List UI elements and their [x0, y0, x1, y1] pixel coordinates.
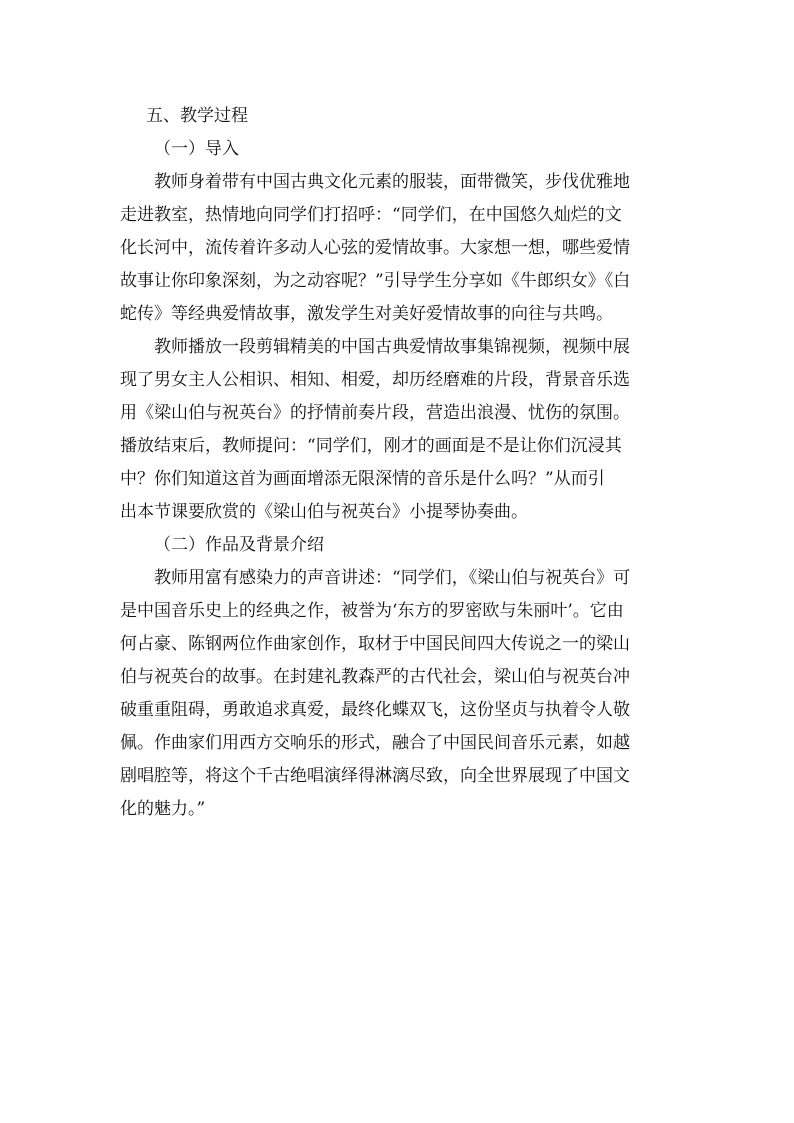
paragraph-line: 化长河中，流传着许多动人心弦的爱情故事。大家想一想，哪些爱情	[120, 238, 630, 258]
subsection-heading-intro: （一）导入	[154, 139, 239, 159]
paragraph-line: 用《梁山伯与祝英台》的抒情前奏片段，营造出浪漫、忧伤的氛围。	[120, 403, 630, 423]
paragraph-line: 何占豪、陈钢两位作曲家创作，取材于中国民间四大传说之一的梁山	[120, 634, 630, 654]
paragraph-intro	[120, 166, 680, 331]
paragraph-line: 佩。作曲家们用西方交响乐的形式，融合了中国民间音乐元素，如越	[120, 733, 630, 753]
paragraph-line: 是中国音乐史上的经典之作，被誉为‘东方的罗密欧与朱丽叶’。它由	[120, 601, 624, 621]
paragraph-background	[120, 562, 680, 826]
paragraph-line: 出本节课要欣赏的《梁山伯与祝英台》小提琴协奏曲。	[120, 502, 528, 522]
paragraph-line: 中？你们知道这首为画面增添无限深情的音乐是什么吗？”从而引	[120, 469, 605, 489]
paragraph-line: 教师身着带有中国古典文化元素的服装，面带微笑，步伐优雅地	[154, 172, 630, 192]
paragraph-line: 伯与祝英台的故事。在封建礼教森严的古代社会，梁山伯与祝英台冲	[120, 667, 630, 687]
paragraph-line: 现了男女主人公相识、相知、相爱，却历经磨难的片段，背景音乐选	[120, 370, 630, 390]
paragraph-line: 走进教室，热情地向同学们打招呼：“同学们，在中国悠久灿烂的文	[120, 205, 622, 225]
subsection-heading-background: （二）作品及背景介绍	[154, 535, 324, 555]
paragraph-line: 教师用富有感染力的声音讲述：“同学们，《梁山伯与祝英台》可	[154, 568, 631, 588]
document-body	[120, 100, 680, 826]
paragraph-line: 剧唱腔等，将这个千古绝唱演绎得淋漓尽致，向全世界展现了中国文	[120, 766, 630, 786]
paragraph-line: 播放结束后，教师提问：“同学们，刚才的画面是不是让你们沉浸其	[120, 436, 622, 456]
paragraph-line: 教师播放一段剪辑精美的中国古典爱情故事集锦视频，视频中展	[154, 337, 630, 357]
paragraph-line: 化的魅力。”	[120, 799, 206, 819]
paragraph-line: 蛇传》等经典爱情故事，激发学生对美好爱情故事的向往与共鸣。	[120, 304, 613, 324]
paragraph-line: 破重重阻碍，勇敢追求真爱，最终化蝶双飞，这份坚贞与执着令人敬	[120, 700, 630, 720]
paragraph-video	[120, 331, 680, 529]
section-heading: 五、教学过程	[146, 106, 248, 126]
paragraph-line: 故事让你印象深刻，为之动容呢？”引导学生分享如《牛郎织女》《白	[120, 271, 631, 291]
